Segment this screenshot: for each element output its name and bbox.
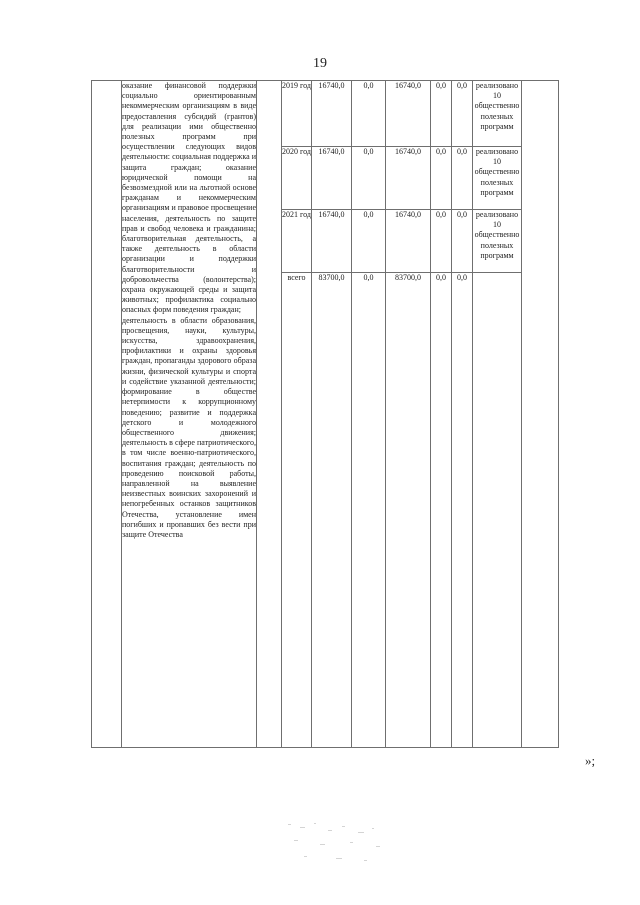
federal-cell: 0,0	[352, 147, 386, 210]
federal-cell: 0,0	[352, 273, 386, 748]
result-cell: реализовано 10 общественно полезных программ	[473, 210, 522, 273]
scan-artifact	[280, 818, 400, 868]
other-cell: 0,0	[452, 81, 473, 147]
regional-cell: 83700,0	[386, 273, 431, 748]
description-paragraph: деятельность в области образования, просвещения, науки, культуры, искусства, здравоохранения, профилактики и охраны здоровья граждан, пропаганды здорового образа жизни, физической культуры и спорта и содействие указанной деятельности; формирование в обществе нетерпимости к коррупционному поведению; развитие и поддержка детского и молодежного общественного движения; деятельность в сфере патриотического, в том числе военно-патриотического, воспитания граждан; деятельность по проведению поисковой работы, направленной на выявление неизвестных воинских захоронений и непогребенных останков защитников Отечества, установление имен погибших и пропавших без вести при защите Отечества	[122, 315, 256, 539]
year-cell: 2020 год	[282, 147, 312, 210]
result-cell	[473, 273, 522, 748]
number-cell	[92, 81, 122, 748]
total-cell: 16740,0	[312, 81, 352, 147]
program-table	[91, 80, 559, 748]
federal-cell: 0,0	[352, 210, 386, 273]
page-number: 19	[313, 56, 327, 71]
other-cell: 0,0	[452, 210, 473, 273]
result-cell: реализовано 10 общественно полезных программ	[473, 147, 522, 210]
local-cell: 0,0	[431, 81, 452, 147]
local-cell: 0,0	[431, 147, 452, 210]
other-cell: 0,0	[452, 147, 473, 210]
description-paragraph: оказание финансовой поддержки социально ориентированным некоммерческим организациям в виде предоставления субсидий (грантов) для реализации ими общественно полезных программ при осуществлении следующих видов деятельности: социальная поддержка и защита граждан; оказание юридической помощи на безвозмездной или на льготной основе гражданам и некоммерческим организациям и правовое просвещение населения, деятельность по защите прав и свобод человека и гражданина; благотворительная деятельность, а также деятельность в области организации и поддержки благотворительности и добровольчества (волонтерства); охрана окружающей среды и защита животных; профилактика социально опасных форм поведения граждан;	[122, 81, 256, 315]
closing-quote: »;	[585, 753, 596, 768]
regional-cell: 16740,0	[386, 210, 431, 273]
federal-cell: 0,0	[352, 81, 386, 147]
empty-cell	[522, 81, 559, 748]
year-cell: всего	[282, 273, 312, 748]
table-row	[92, 81, 559, 147]
regional-cell: 16740,0	[386, 147, 431, 210]
total-cell: 16740,0	[312, 210, 352, 273]
result-cell: реализовано 10 общественно полезных программ	[473, 81, 522, 147]
total-cell: 16740,0	[312, 147, 352, 210]
local-cell: 0,0	[431, 210, 452, 273]
empty-cell	[257, 81, 282, 748]
year-cell: 2019 год	[282, 81, 312, 147]
year-cell: 2021 год	[282, 210, 312, 273]
other-cell: 0,0	[452, 273, 473, 748]
regional-cell: 16740,0	[386, 81, 431, 147]
total-cell: 83700,0	[312, 273, 352, 748]
activity-description-cell	[122, 81, 257, 748]
local-cell: 0,0	[431, 273, 452, 748]
